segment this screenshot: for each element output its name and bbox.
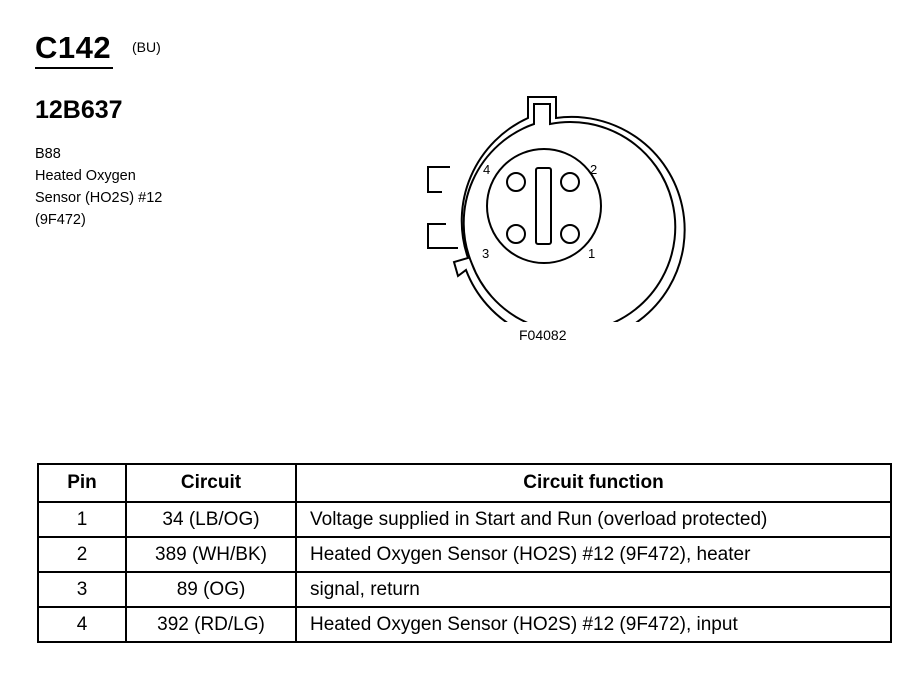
left-latch-bottom (428, 224, 458, 248)
pin-label-3: 3 (482, 246, 490, 261)
connector-description (35, 143, 162, 231)
table-row (38, 502, 891, 537)
cell-circuit: 389 (WH/BK) (126, 537, 296, 572)
cell-circuit: 34 (LB/OG) (126, 502, 296, 537)
description-line: (9F472) (35, 212, 86, 228)
cell-function: Heated Oxygen Sensor (HO2S) #12 (9F472), input (296, 607, 891, 642)
table-row (38, 607, 891, 642)
connector-inner-outline (464, 104, 676, 322)
table-row (38, 537, 891, 572)
connector-housing-outline (454, 97, 685, 322)
pin-label-4: 4 (483, 162, 491, 177)
left-latch-top (428, 167, 450, 192)
connector-face-diagram (420, 92, 690, 322)
pin-cavity-4 (507, 173, 525, 191)
connector-id: C142 (35, 30, 112, 65)
header-circuit-function: Circuit function (296, 464, 891, 502)
connector-id-underline (35, 67, 113, 69)
table-header-row (38, 464, 891, 502)
description-line: Sensor (HO2S) #12 (35, 190, 163, 206)
cell-circuit: 392 (RD/LG) (126, 607, 296, 642)
pin-cavity-2 (561, 173, 579, 191)
cell-pin: 1 (38, 502, 126, 537)
connector-color-code: (BU) (132, 39, 161, 55)
table-row (38, 572, 891, 607)
description-line: B88 (35, 146, 61, 162)
pin-face (487, 149, 601, 263)
header-pin: Pin (38, 464, 126, 502)
cell-function: Heated Oxygen Sensor (HO2S) #12 (9F472), heater (296, 537, 891, 572)
pin-cavity-1 (561, 225, 579, 243)
header-circuit: Circuit (126, 464, 296, 502)
cell-pin: 2 (38, 537, 126, 572)
description-line: Heated Oxygen (35, 168, 136, 184)
pinout-table (37, 463, 892, 643)
cell-pin: 4 (38, 607, 126, 642)
cell-pin: 3 (38, 572, 126, 607)
part-number: 12B637 (35, 96, 123, 124)
cell-function: Voltage supplied in Start and Run (overload protected) (296, 502, 891, 537)
cell-function: signal, return (296, 572, 891, 607)
pin-label-2: 2 (590, 162, 598, 177)
cell-circuit: 89 (OG) (126, 572, 296, 607)
figure-id: F04082 (519, 327, 567, 343)
keying-bar (536, 168, 551, 244)
pin-cavity-3 (507, 225, 525, 243)
pin-label-1: 1 (588, 246, 596, 261)
